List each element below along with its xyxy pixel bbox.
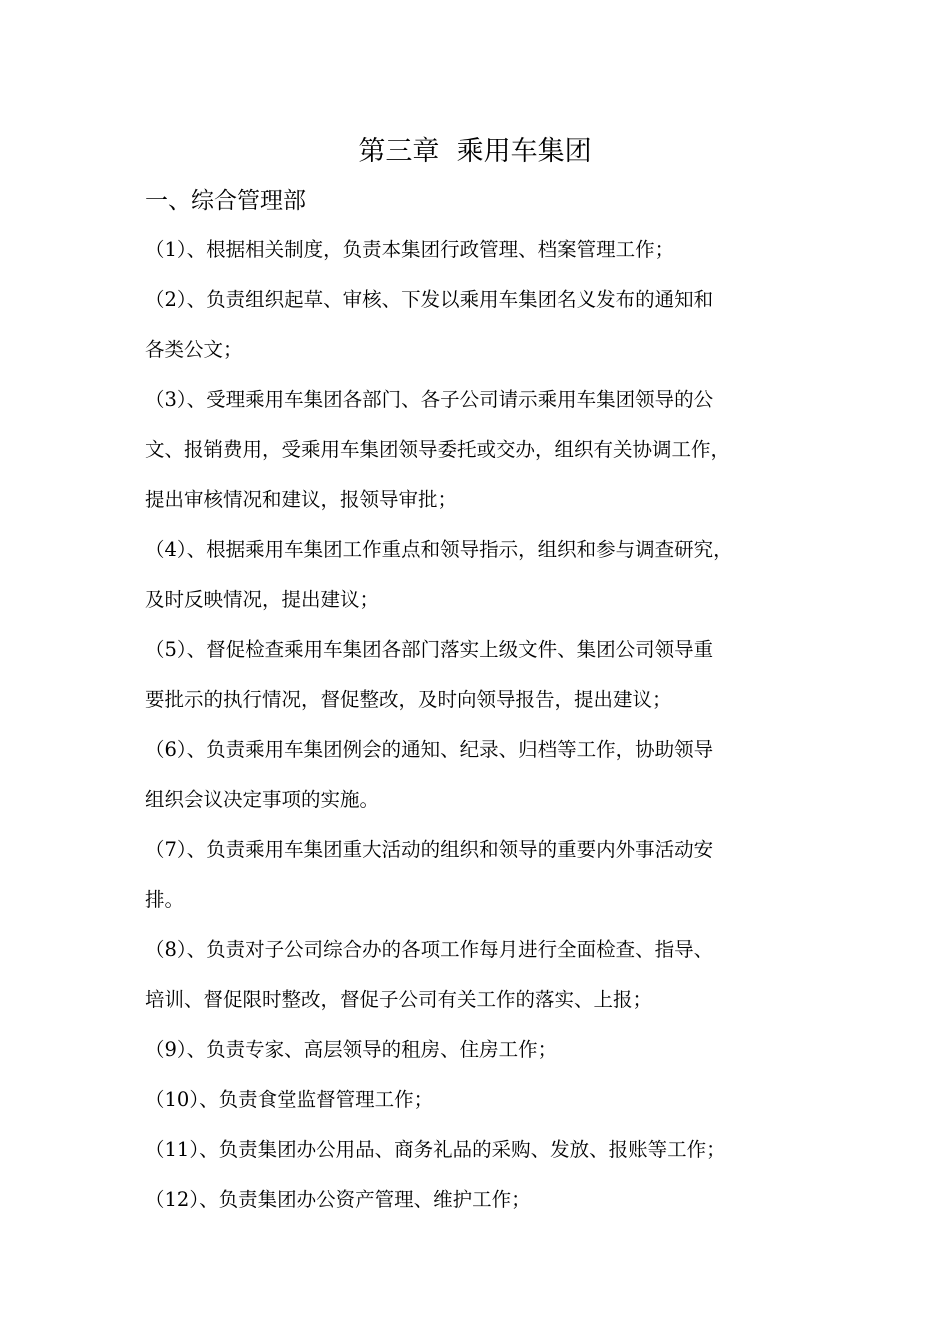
text-line: （3）、受理乘用车集团各部门、各子公司请示乘用车集团领导的公	[145, 388, 714, 411]
section-heading: 一、综合管理部	[145, 188, 306, 214]
text-line: （5）、督促检查乘用车集团各部门落实上级文件、集团公司领导重	[145, 638, 714, 661]
text-line: 提出审核情况和建议，报领导审批；	[145, 488, 458, 511]
text-line: （1）、根据相关制度，负责本集团行政管理、档案管理工作；	[145, 238, 675, 261]
text-line: 文、报销费用，受乘用车集团领导委托或交办，组织有关协调工作，	[145, 438, 731, 461]
text-line: （2）、负责组织起草、审核、下发以乘用车集团名义发布的通知和	[145, 288, 714, 311]
text-line: （9）、负责专家、高层领导的租房、住房工作；	[145, 1038, 558, 1061]
text-line: （10）、负责食堂监督管理工作；	[145, 1088, 434, 1111]
text-line: （11）、负责集团办公用品、商务礼品的采购、发放、报账等工作；	[145, 1138, 726, 1161]
text-line: （8）、负责对子公司综合办的各项工作每月进行全面检查、指导、	[145, 938, 714, 961]
text-line: 排。	[145, 888, 185, 911]
text-line: 组织会议决定事项的实施。	[145, 788, 380, 811]
text-line: 及时反映情况，提出建议；	[145, 588, 380, 611]
text-line: （7）、负责乘用车集团重大活动的组织和领导的重要内外事活动安	[145, 838, 714, 861]
text-line: （4）、根据乘用车集团工作重点和领导指示，组织和参与调查研究，	[145, 538, 733, 561]
document-body	[145, 232, 825, 1232]
text-line: 各类公文；	[145, 338, 243, 361]
text-line: 培训、督促限时整改，督促子公司有关工作的落实、上报；	[145, 988, 653, 1011]
text-line: （6）、负责乘用车集团例会的通知、纪录、归档等工作，协助领导	[145, 738, 714, 761]
text-line: （12）、负责集团办公资产管理、维护工作；	[145, 1188, 531, 1211]
text-line: 要批示的执行情况，督促整改，及时向领导报告，提出建议；	[145, 688, 672, 711]
chapter-title: 第三章 乘用车集团	[358, 136, 592, 167]
